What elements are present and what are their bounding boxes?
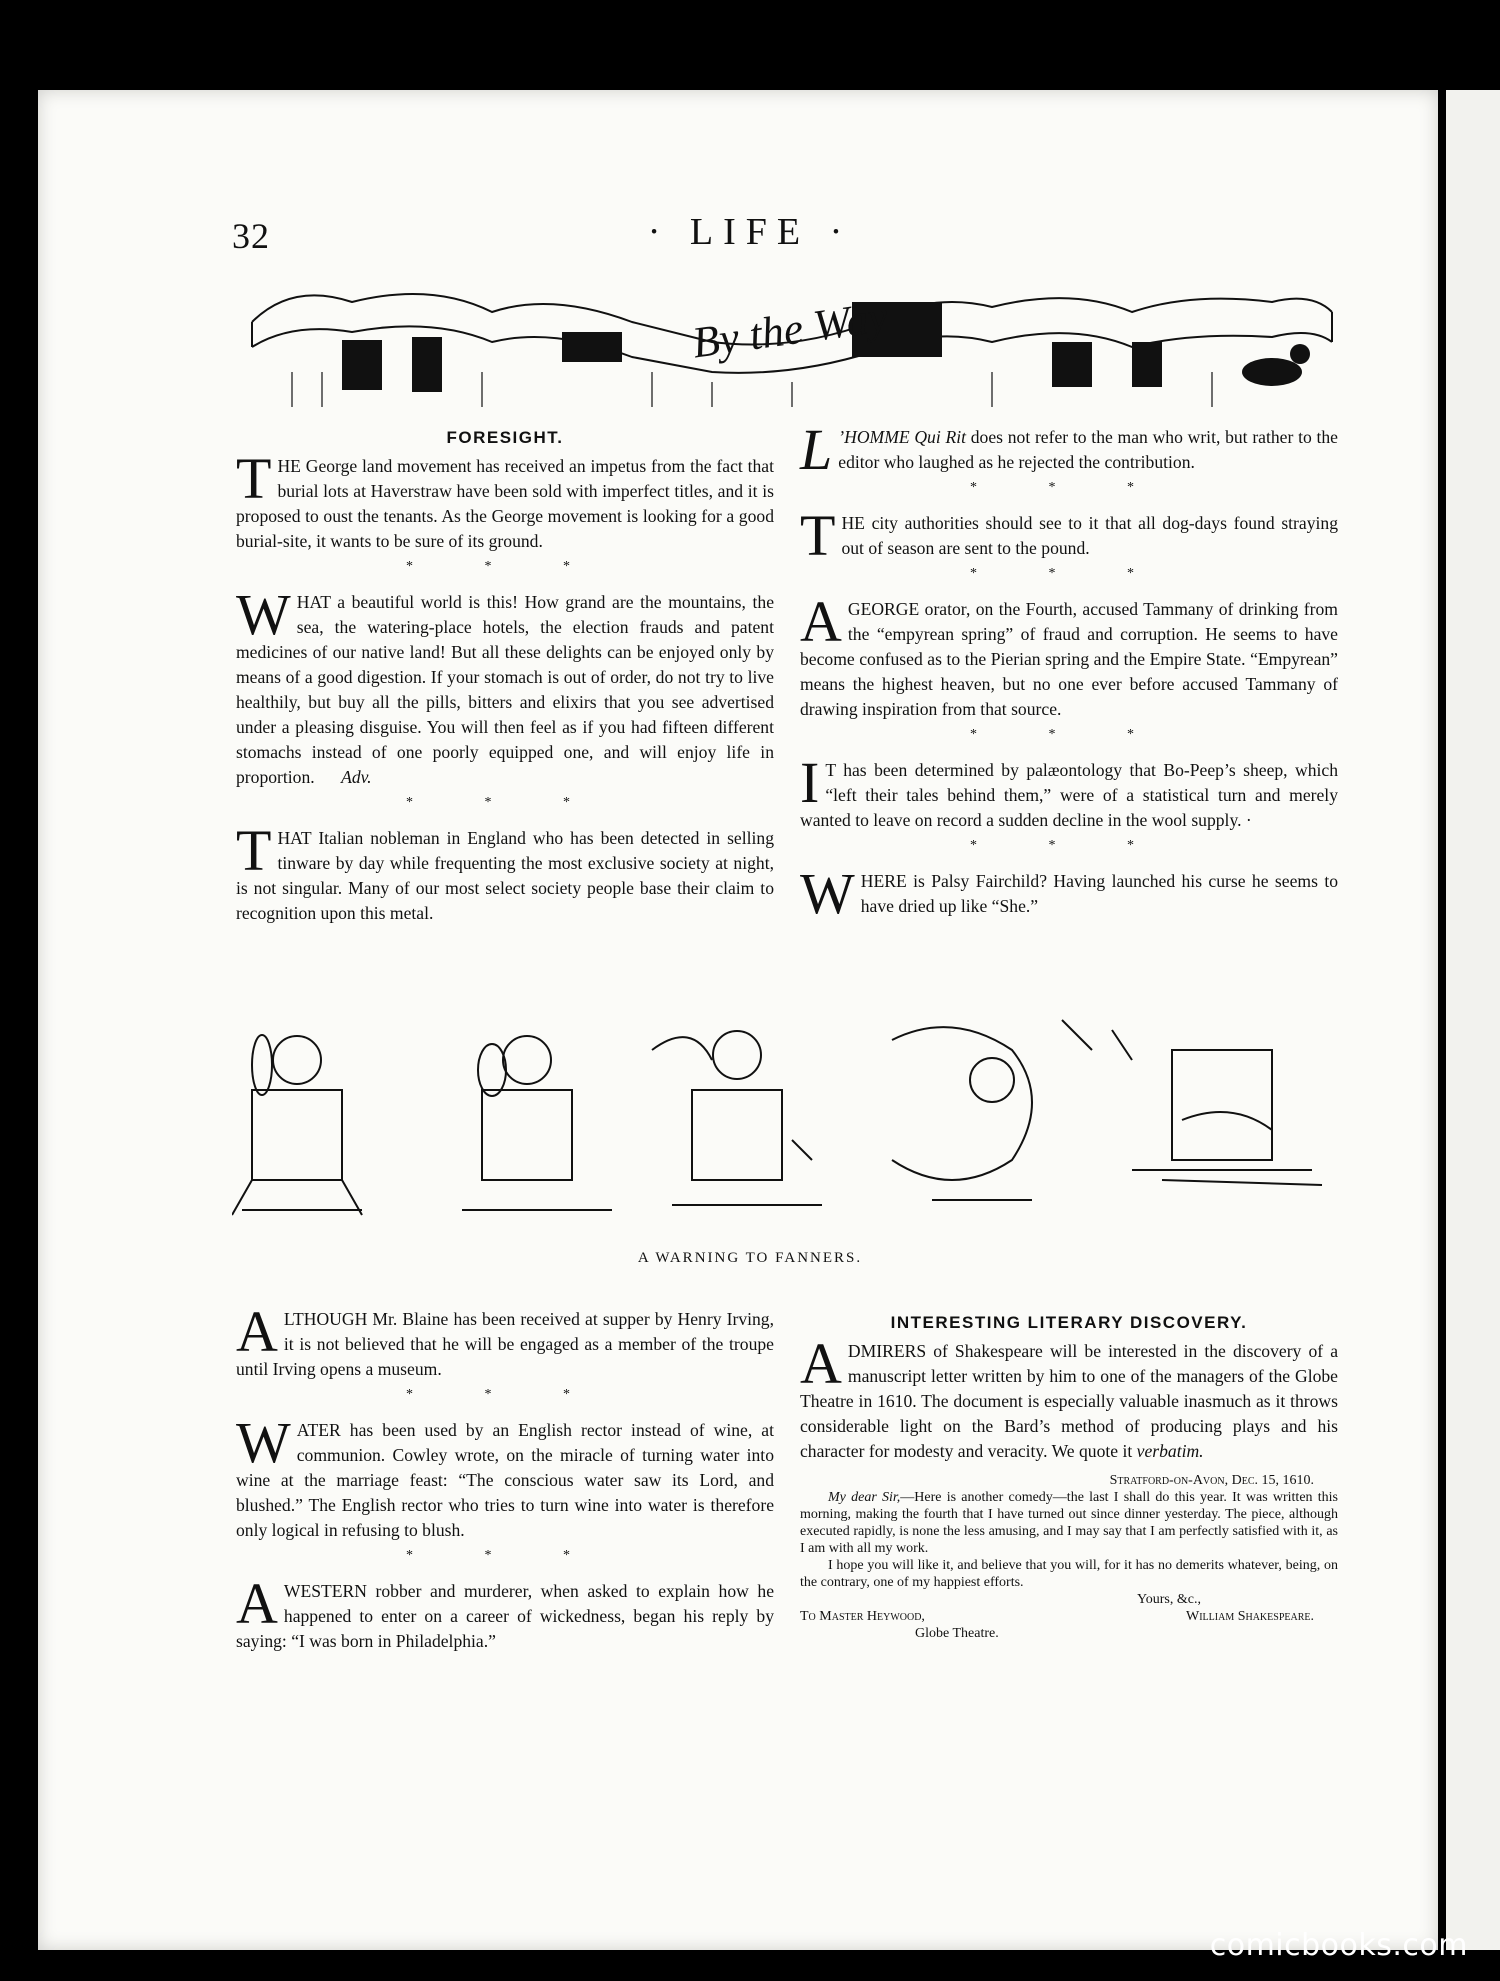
- paragraph: WHERE is Palsy Fairchild? Having launched his curse he seems to have dried up like “She.”: [800, 861, 1338, 926]
- paragraph: WATER has been used by an English rector instead of wine, at communion. Cowley wrote, on the miracle of turning water into wine at the marriage feast: “The conscious water saw its Lord, and blushed.” The English rector who tries to turn wine into water is therefore only logical in refusing to blush.: [236, 1410, 774, 1540]
- paragraph: I T has been determined by palæontology that Bo-Peep’s sheep, which “left their tales behind them,” were of a statistical turn and merely wanted to leave on record a sudden decline in the wool supply. ·: [800, 750, 1338, 830]
- letter-dateline: Stratford-on-Avon, Dec. 15, 1610.: [1109, 1473, 1314, 1488]
- letter-body: My dear Sir,—Here is another comedy—the last I shall do this year. It was written this morning, making the fourth that I have turned out since dinner yesterday. The piece, although executed rapidly, is none the less amusing, and I may say that I am perfectly satisfied with it, as I am with all my work.: [800, 1490, 1338, 1556]
- paragraph: ALTHOUGH Mr. Blaine has been received at supper by Henry Irving, it is not believed that he will be engaged as a member of the troupe until Irving opens a museum.: [236, 1299, 774, 1379]
- paragraph: THAT Italian nobleman in England who has been detected in selling tinware by day while frequenting the most exclusive society at night, is not singular. Many of our most select society people base their claim to recognition upon this metal.: [236, 818, 774, 923]
- section-divider: * * *: [970, 838, 1168, 853]
- letter-address: Globe Theatre.: [915, 1626, 999, 1641]
- letter-signature: William Shakespeare.: [1186, 1609, 1314, 1624]
- paragraph: ADMIRERS of Shakespeare will be interested in the discovery of a manuscript letter written by him to one of the managers of the Globe Theatre in 1610. The document is especially valuable inasmuch as it throws considerable light on the Bard’s method of producing plays and his character for modesty and veracity. We quote it verbatim.: [800, 1331, 1338, 1461]
- fanner-cartoon-strip: [232, 1010, 1342, 1220]
- letter-body: I hope you will like it, and believe that you will, for it has no demerits whatever, being, on the contrary, one of my happiest efforts.: [800, 1558, 1338, 1590]
- watermark: comicbooks.com: [1209, 1928, 1468, 1963]
- section-divider: * * *: [406, 559, 604, 574]
- literary-discovery-heading: INTERESTING LITERARY DISCOVERY.: [890, 1313, 1248, 1332]
- cartoon-panel-4: [892, 1020, 1092, 1200]
- right-column-bottom: [800, 1310, 1338, 1642]
- left-column-bottom: [236, 1299, 774, 1654]
- right-column-top: [800, 417, 1338, 926]
- paragraph: THE city authorities should see to it that all dog-days found straying out of season are sent to the pound.: [800, 503, 1338, 568]
- shakespeare-letter: [800, 1472, 1338, 1642]
- section-divider: * * *: [406, 1387, 604, 1402]
- paragraph: A GEORGE orator, on the Fourth, accused Tammany of drinking from the “empyrean spring” of fraud and corruption. He seems to have become confused as to the Pierian spring and the Empire State. “Empyrean” means the highest heaven, but no one ever before accused Tammany of drawing inspiration from that source.: [800, 589, 1338, 719]
- foresight-heading: FORESIGHT.: [446, 428, 564, 447]
- page-number: 32: [232, 216, 270, 256]
- paragraph: L ’HOMME Qui Rit does not refer to the man who writ, but rather to the editor who laughed as he rejected the contribution.: [800, 417, 1338, 482]
- cartoon-caption: A WARNING TO FANNERS.: [637, 1250, 863, 1266]
- page-gutter: [1438, 90, 1446, 1950]
- by-the-way-banner-illustration: [232, 262, 1342, 412]
- adjacent-page-edge: [1446, 90, 1500, 1950]
- letter-recipient: To Master Heywood,: [800, 1609, 925, 1624]
- letter-signature-line: [800, 1608, 1338, 1625]
- paragraph: A WESTERN robber and murderer, when asked to explain how he happened to enter on a career of wickedness, began his reply by saying: “I was born in Philadelphia.”: [236, 1571, 774, 1651]
- section-divider: * * *: [970, 566, 1168, 581]
- section-divider: * * *: [406, 1548, 604, 1563]
- letter-closing: Yours, &c.,: [1137, 1592, 1201, 1607]
- cartoon-panel-5: [1112, 1030, 1322, 1185]
- banner-text: By the Way: [689, 291, 891, 368]
- paragraph: THE George land movement has received an impetus from the fact that burial lots at Haverstraw have been sold with imperfect titles, and it is proposed to oust the tenants. As the George movement is looking for a good burial-site, it wants to be sure of its ground.: [236, 446, 774, 551]
- masthead-title: · LIFE ·: [647, 211, 853, 253]
- section-divider: * * *: [406, 795, 604, 810]
- left-column-top: [236, 425, 774, 926]
- cartoon-panel-1: [232, 1035, 362, 1215]
- section-divider: * * *: [970, 480, 1168, 495]
- cartoon-panel-2: [462, 1036, 612, 1210]
- section-divider: * * *: [970, 727, 1168, 742]
- cartoon-panel-3: [652, 1031, 822, 1205]
- paragraph: WHAT a beautiful world is this! How grand are the mountains, the sea, the watering-place hotels, the election frauds and patent medicines of our native land! But all these delights can be enjoyed only by means of a good digestion. If your stomach is out of order, do not try to live healthily, but buy all the pills, bitters and elixirs that you see advertised under a pleasing disguise. You will then feel as if you had fifteen different stomachs instead of one poorly equipped one, and will enjoy life in proportion. Adv.: [236, 582, 774, 787]
